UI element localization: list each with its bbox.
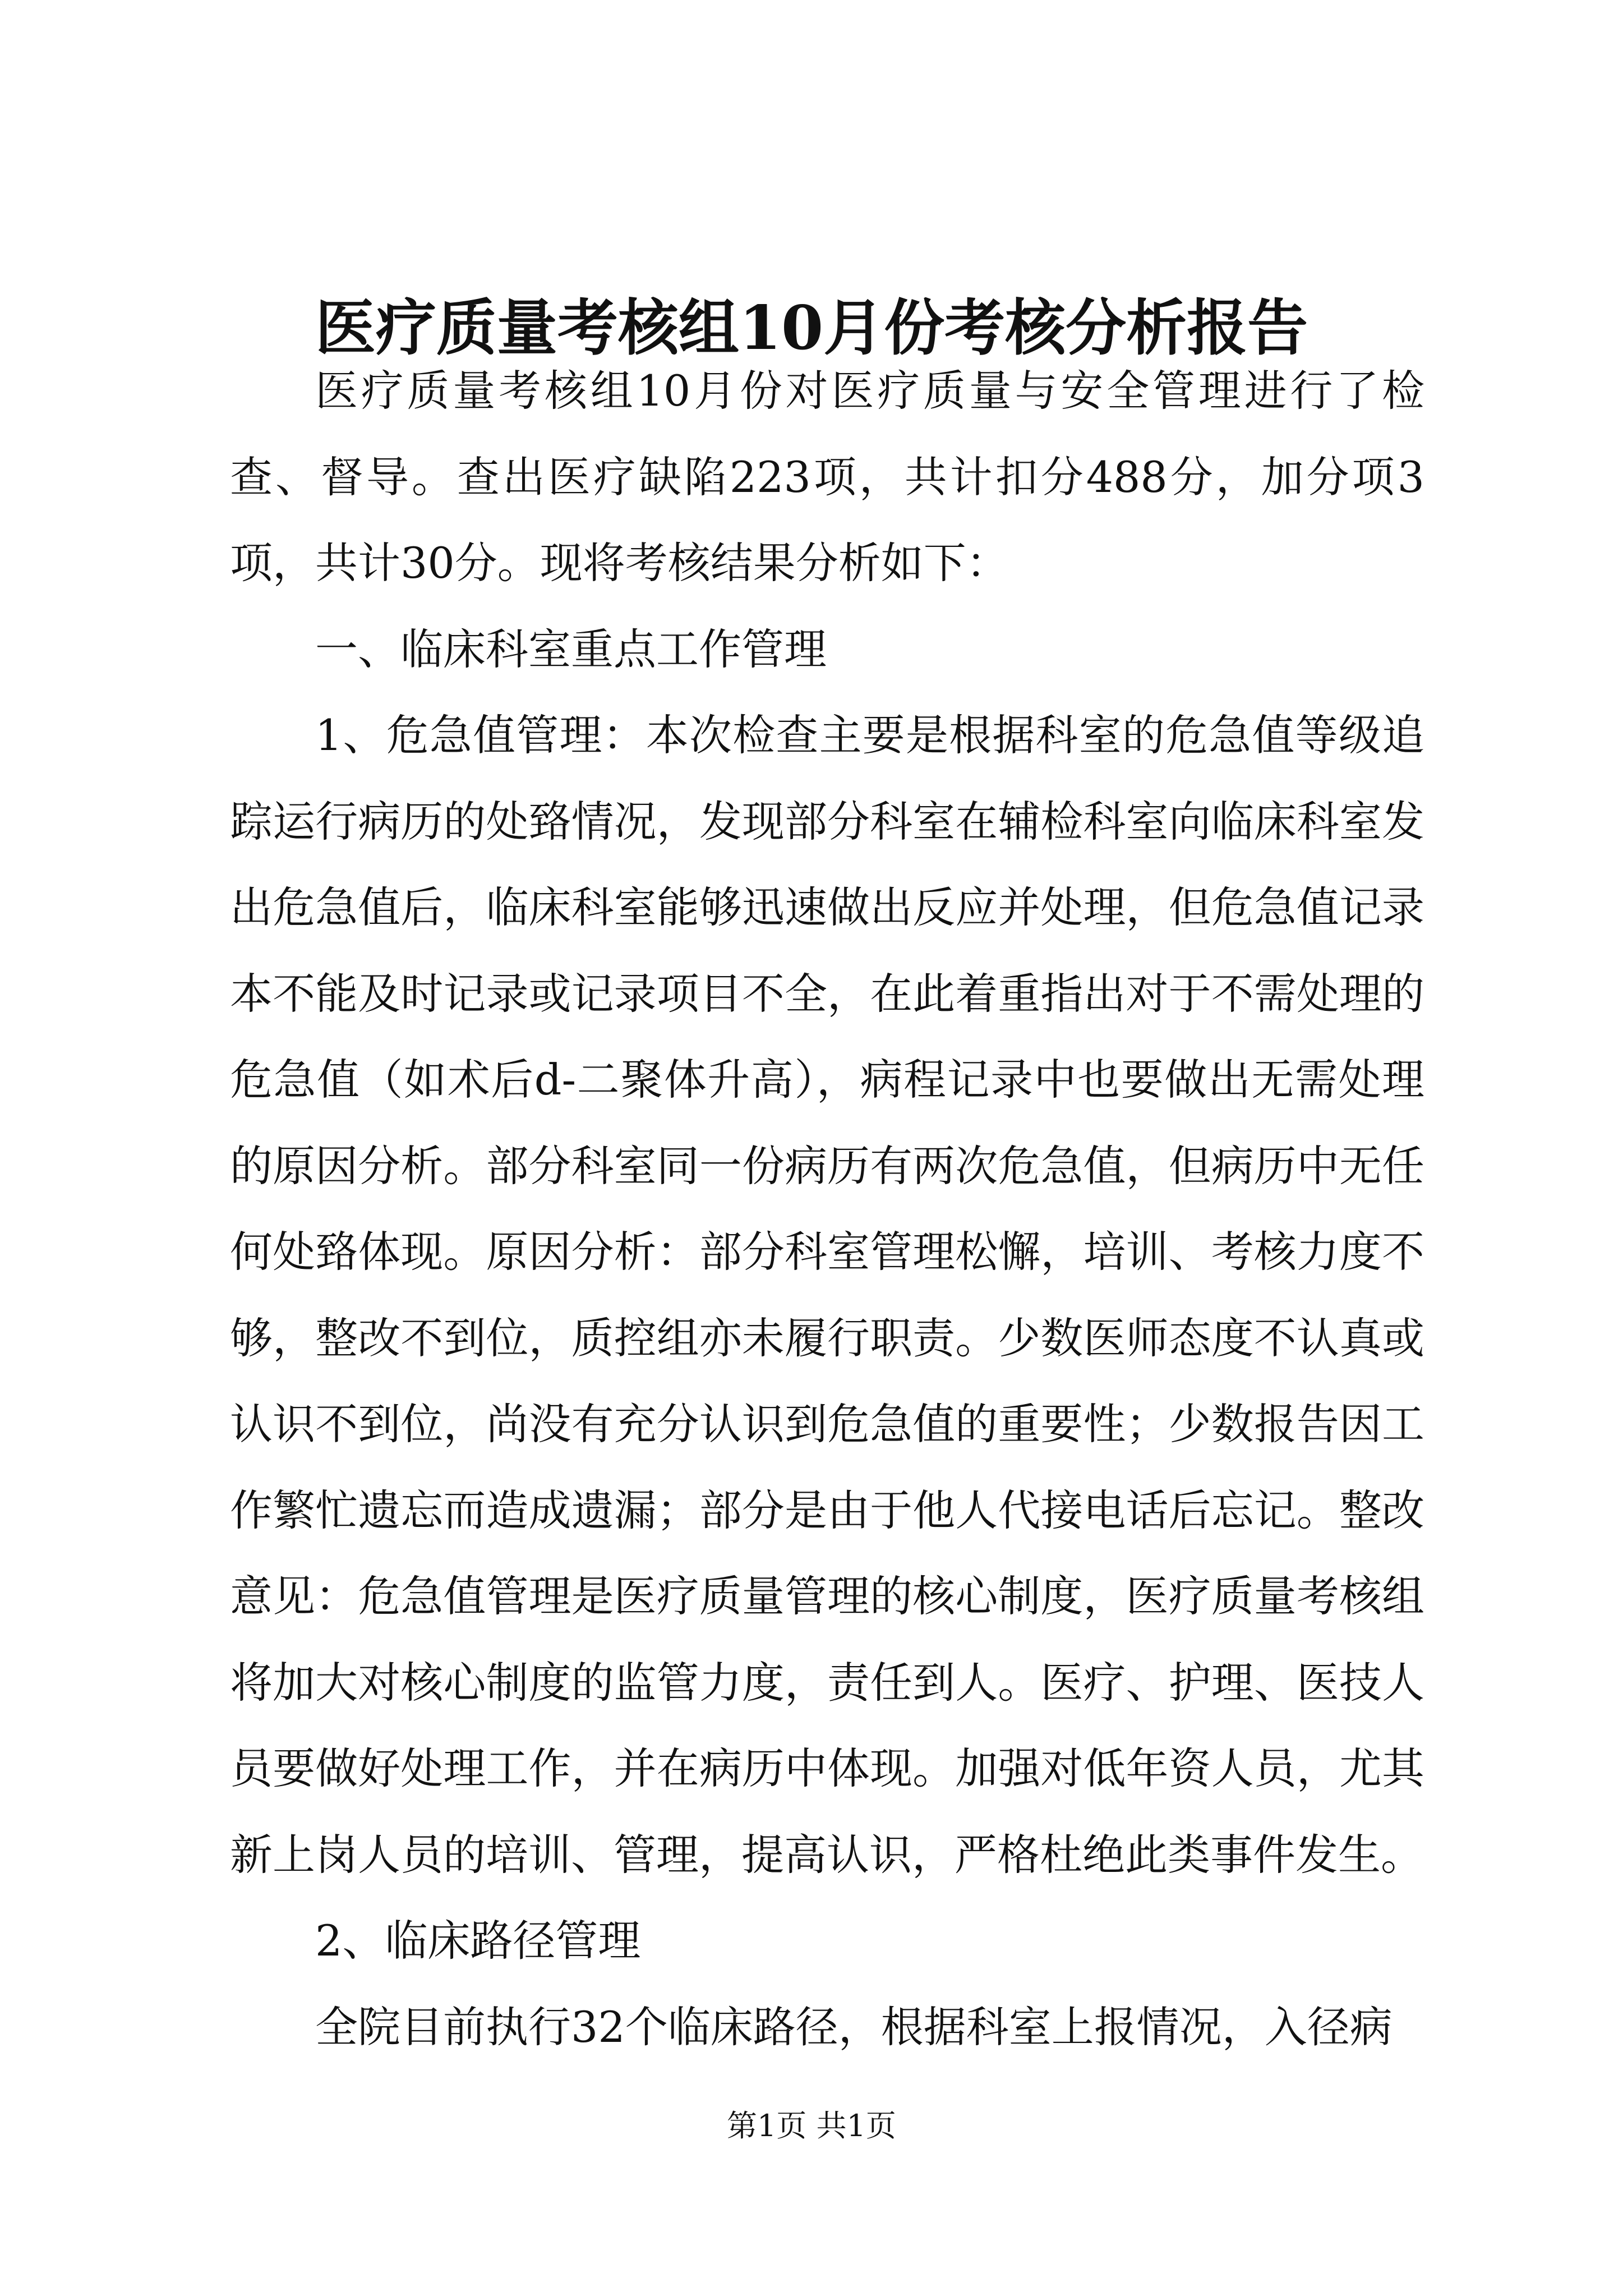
section-heading-1: 一、临床科室重点工作管理 [315,624,827,674]
paragraph-intro: 医疗质量考核组10月份对医疗质量与安全管理进行了检查、督导。查出医疗缺陷223项，共计扣分488分，加分项3项，共计30分。现将考核结果分析如下： [230,366,1424,588]
paragraph-critical-value: 1、危急值管理：本次检查主要是根据科室的危急值等级追踪运行病历的处臵情况，发现部分科室在辅检科室向临床科室发出危急值后，临床科室能够迅速做出反应并处理，但危急值记录本不能及时记录或记录项目不全，在此着重指出对于不需处理的危急值（如术后d-二聚体升高），病程记录中也要做出无需处理的原因分析。部分科室同一份病历有两次危急值，但病历中无任何处臵体现。原因分析：部分科室管理松懈，培训、考核力度不够，整改不到位，质控组亦未履行职责。少数医师态度不认真或认识不到位，尚没有充分认识到危急值的重要性；少数报告因工作繁忙遗忘而造成遗漏；部分是由于他人代接电话后忘记。整改意见：危急值管理是医疗质量管理的核心制度，医疗质量考核组将加大对核心制度的监管力度，责任到人。医疗、护理、医技人员要做好处理工作，并在病历中体现。加强对低年资人员，尤其新上岗人员的培训、管理，提高认识，严格杜绝此类事件发生。 [230,710,1424,1880]
paragraph-clinical-pathway: 全院目前执行32个临床路径，根据科室上报情况，入径病 [315,2001,1393,2052]
page-footer: 第1页 共1页 [727,2108,896,2143]
document-title: 医疗质量考核组10月份考核分析报告 [315,293,1308,364]
subsection-heading-2: 2、临床路径管理 [315,1916,641,1966]
document-body [230,348,1424,2070]
